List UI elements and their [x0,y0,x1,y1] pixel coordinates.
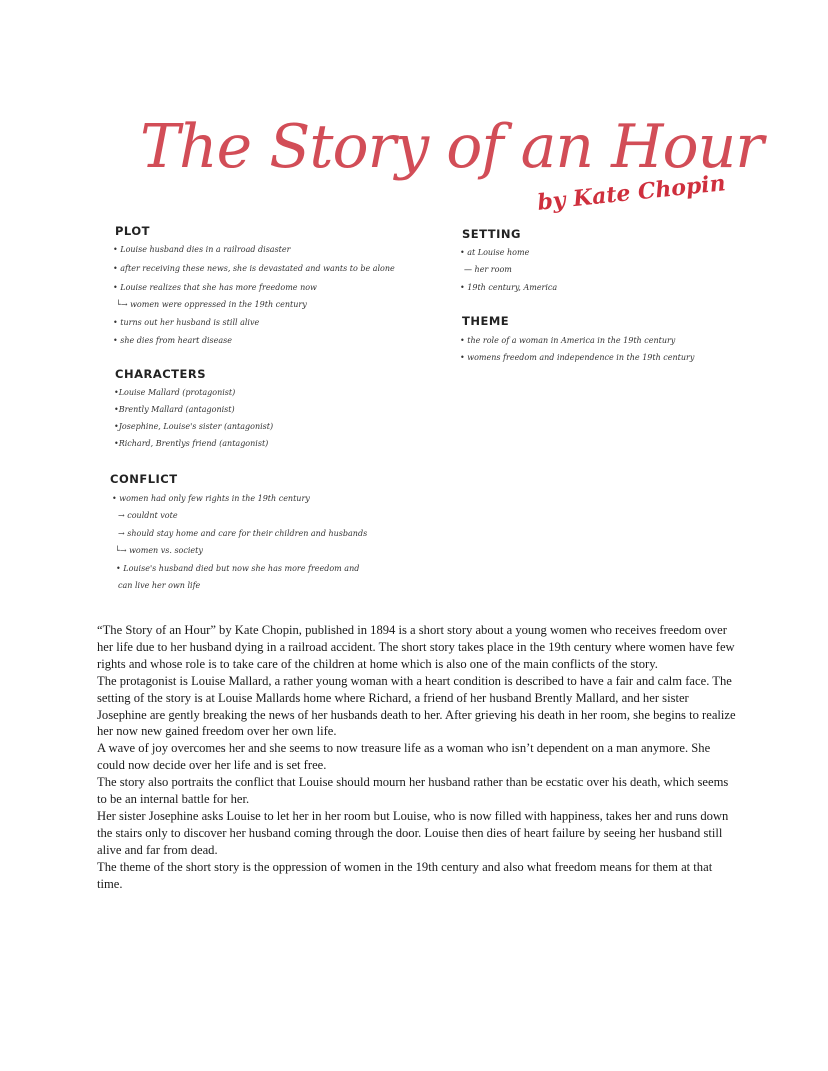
plot-note: • Louise husband dies in a railroad disaster [113,245,291,254]
characters-note: •Richard, Brentlys friend (antagonist) [114,439,269,448]
conflict-note: → should stay home and care for their children and husbands [118,529,368,538]
setting-note: • at Louise home [460,248,530,257]
plot-note: • she dies from heart disease [113,336,232,345]
conflict-heading: CONFLICT [110,472,178,486]
characters-note: •Louise Mallard (protagonist) [114,388,236,397]
theme-note: • womens freedom and independence in the 19th century [460,353,695,362]
essay-paragraph: The story also portraits the conflict that Louise should mourn her husband rather than be ecstatic over his death, which seems to be an internal battle for her. [97,775,729,807]
essay-paragraph: Her sister Josephine asks Louise to let her in her room but Louise, who is now filled with happiness, takes her and runs down the stairs only to discover her husband coming through the door. Louise then dies of heart failure by seeing her husband still alive and far from dead. [97,808,729,857]
conflict-note: → couldnt vote [118,511,178,520]
plot-note: • after receiving these news, she is devastated and wants to be alone [113,264,395,273]
essay-body [97,622,737,893]
conflict-note: └→ women vs. society [115,546,203,555]
essay-paragraph: “The Story of an Hour” by Kate Chopin, published in 1894 is a short story about a young women who receives freedom over her life due to her husband dying in a railroad accident. The short story takes place in the 19th century where women have few rights and whose role is to take care of the children at home which is also one of the main conflicts of the story. [97,623,735,671]
plot-heading: PLOT [115,224,150,238]
theme-note: • the role of a woman in America in the 19th century [460,336,676,345]
theme-heading: THEME [462,314,510,328]
conflict-note: can live her own life [118,581,201,590]
page-title: The Story of an Hour [140,112,763,182]
plot-note: • Louise realizes that she has more freedome now [113,283,317,292]
setting-note: • 19th century, America [460,283,558,292]
characters-heading: CHARACTERS [115,367,206,381]
setting-heading: SETTING [462,227,521,241]
author-byline: by Kate Chopin [536,170,727,216]
conflict-note: • women had only few rights in the 19th century [112,494,310,503]
essay-paragraph: The protagonist is Louise Mallard, a rather young woman with a heart condition is described to have a fair and calm face. The setting of the story is at Louise Mallards home where Richard, a friend of her husband Brently Mallard, and her sister Josephine are gently breaking the news of her husbands death to her. After grieving his death in her room, she begins to realize her now new gained freedom over her own life. [97,673,736,739]
essay-paragraph: A wave of joy overcomes her and she seems to now treasure life as a woman who isn’t dependent on a man anymore. She could now decide over her life and is set free. [97,741,711,773]
plot-note: └→ women were oppressed in the 19th century [116,300,307,309]
conflict-note: • Louise's husband died but now she has more freedom and [116,564,360,573]
characters-note: •Josephine, Louise's sister (antagonist) [114,422,274,431]
essay-paragraph: The theme of the short story is the oppression of women in the 19th century and also what freedom means for them at that time. [97,859,713,891]
characters-note: •Brently Mallard (antagonist) [114,405,235,414]
plot-note: • turns out her husband is still alive [113,318,260,327]
setting-note: — her room [464,265,512,274]
